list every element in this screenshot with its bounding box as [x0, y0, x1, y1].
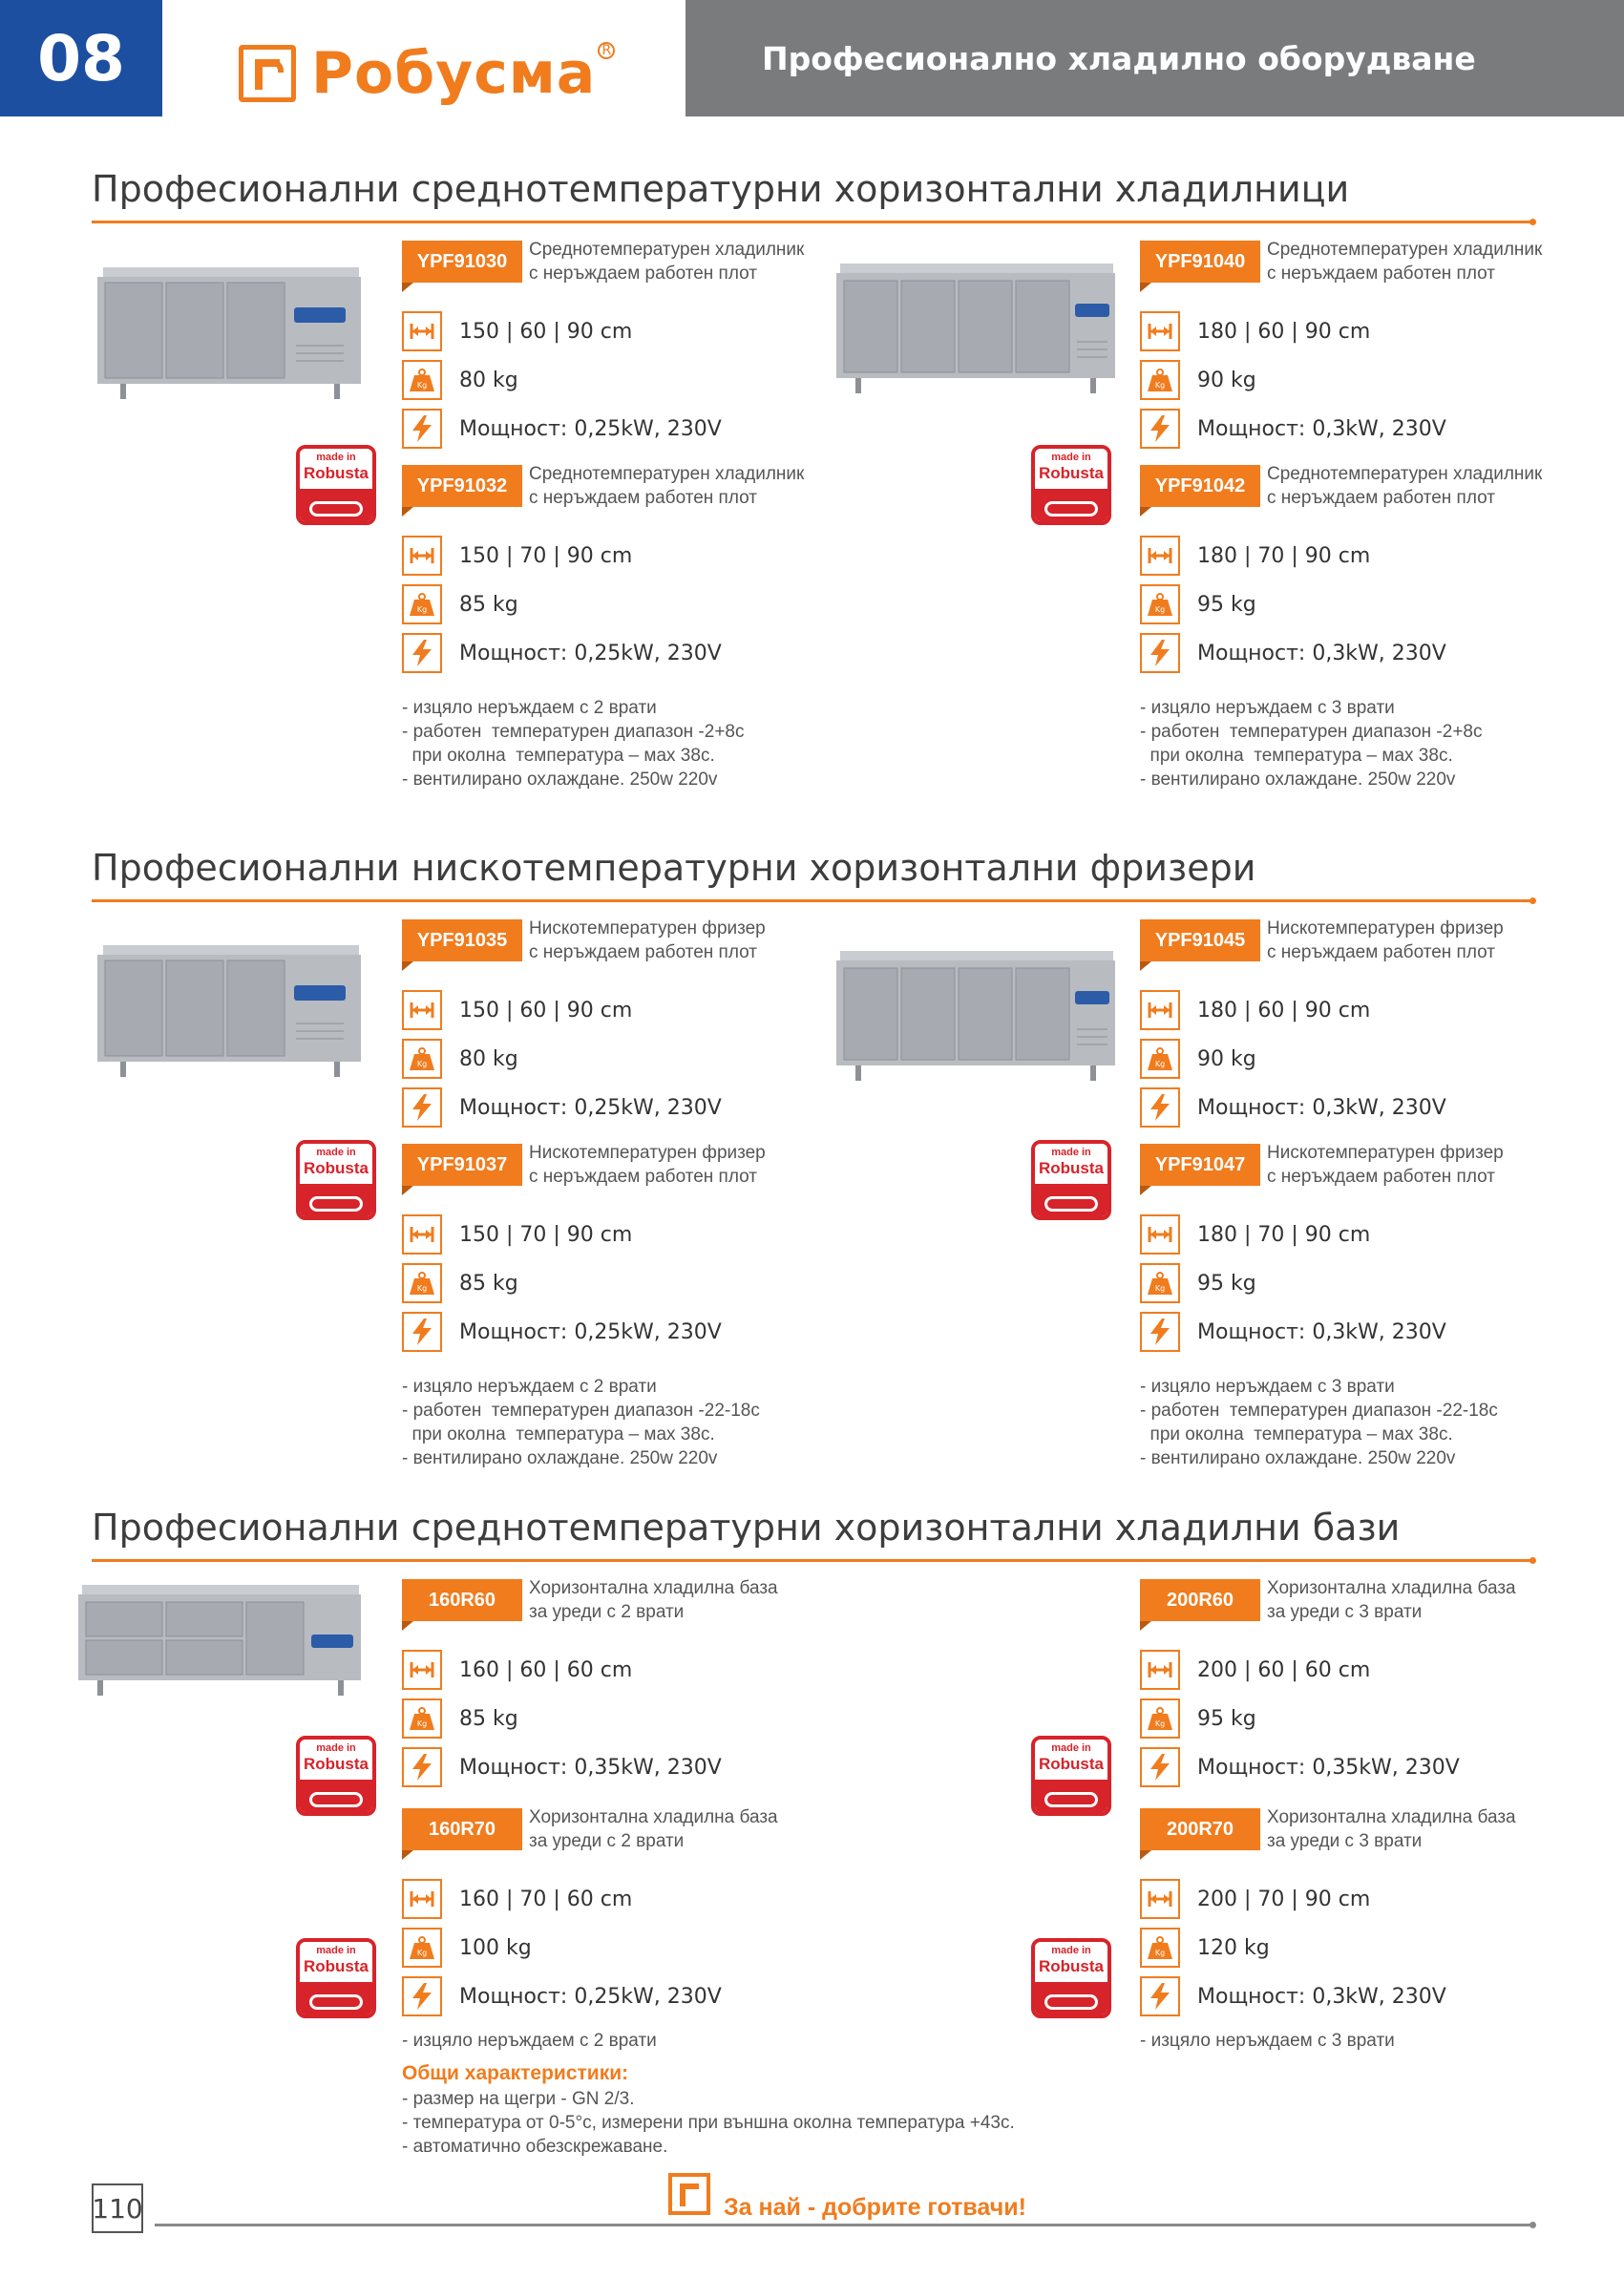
spec-weight — [1140, 1039, 1256, 1079]
product-description-line1: Среднотемпературен хладилник — [529, 464, 805, 484]
power-icon — [1140, 409, 1180, 449]
spec-power — [1140, 1976, 1446, 2016]
made-in-badge — [1031, 1736, 1111, 1816]
product-description-line1: Нискотемпературен фризер — [1267, 918, 1504, 939]
dimensions-icon — [402, 1650, 442, 1690]
footer-logo-icon — [668, 2173, 710, 2215]
product-description-line1: Нискотемпературен фризер — [1267, 1143, 1504, 1163]
product-description — [1267, 462, 1542, 510]
spec-power — [402, 1976, 722, 2016]
footer-divider — [155, 2224, 1533, 2226]
power-icon — [1140, 1087, 1180, 1128]
notes-bases-2door: - изцяло неръждаем с 2 врати — [402, 2031, 657, 2051]
product-code-tag: YPF91030 — [402, 241, 522, 283]
spec-power-value: Мощност: 0,35kW, 230V — [459, 1755, 722, 1780]
spec-power-value: Мощност: 0,3kW, 230V — [1197, 1095, 1446, 1120]
notes-freezers-2door: - изцяло неръждаем с 2 врати - работен температурен диапазон -22-18с при околна температура – мах 38с. - вентилирано охлаждане. 250w 220v — [402, 1377, 760, 1468]
spec-power-value: Мощност: 0,35kW, 230V — [1197, 1755, 1460, 1780]
spec-power-value: Мощност: 0,3kW, 230V — [1197, 416, 1446, 441]
spec-dimensions-value: 200 | 60 | 60 cm — [1197, 1657, 1371, 1682]
product-code-tag: YPF91042 — [1140, 465, 1260, 507]
product-description-line2: с неръждаем работен плот — [1267, 942, 1495, 962]
product-description-line2: за уреди с 3 врати — [1267, 1602, 1423, 1622]
spec-power-value: Мощност: 0,3kW, 230V — [1197, 1319, 1446, 1344]
product-description-line1: Среднотемпературен хладилник — [1267, 464, 1543, 484]
svg-text:Kg: Kg — [416, 1719, 428, 1728]
wrench-icon — [1044, 1792, 1098, 1807]
product-code-tag: 200R70 — [1140, 1808, 1260, 1850]
weight-icon — [1140, 1039, 1180, 1079]
made-in-badge — [1031, 1140, 1111, 1220]
dimensions-icon — [1140, 990, 1180, 1030]
spec-power — [1140, 409, 1446, 449]
badge-made-in: made in — [1051, 1945, 1091, 1956]
section-title-bases: Професионални среднотемпературни хоризонтални хладилни бази — [92, 1507, 1401, 1549]
product-description — [529, 238, 804, 285]
weight-icon — [402, 360, 442, 400]
spec-dimensions-value: 180 | 60 | 90 cm — [1197, 319, 1371, 344]
made-in-badge — [296, 445, 376, 525]
svg-text:Kg: Kg — [1154, 1060, 1166, 1068]
spec-dimensions-value: 150 | 60 | 90 cm — [459, 998, 633, 1023]
product-code-tag: 160R60 — [402, 1579, 522, 1621]
product-code-tag: 160R70 — [402, 1808, 522, 1850]
power-icon — [402, 1747, 442, 1787]
weight-icon — [1140, 1263, 1180, 1303]
section-divider — [92, 221, 1533, 223]
spec-dimensions-value: 160 | 70 | 60 cm — [459, 1887, 633, 1911]
category-title: Професионално хладилно оборудване — [685, 0, 1624, 116]
product-description — [529, 1805, 778, 1853]
spec-dimensions-value: 150 | 70 | 90 cm — [459, 1222, 633, 1247]
dimensions-icon — [402, 990, 442, 1030]
product-code-tag: YPF91037 — [402, 1144, 522, 1186]
weight-icon — [1140, 360, 1180, 400]
product-description-line1: Хоризонтална хладилна база — [529, 1578, 778, 1598]
spec-weight-value: 90 kg — [1197, 368, 1256, 392]
power-icon — [1140, 633, 1180, 673]
spec-weight — [402, 1263, 518, 1303]
power-icon — [402, 409, 442, 449]
svg-text:Kg: Kg — [416, 605, 428, 614]
product-image-freezer-2door — [95, 928, 363, 1109]
spec-power — [402, 1087, 722, 1128]
made-in-badge — [296, 1140, 376, 1220]
badge-brand: Robusta — [1039, 1755, 1104, 1773]
product-image-chef-base — [76, 1581, 363, 1705]
product-image-fridge-2door — [95, 250, 363, 432]
dimensions-icon — [402, 1879, 442, 1919]
spec-dimensions-value: 180 | 70 | 90 cm — [1197, 1222, 1371, 1247]
badge-made-in: made in — [1051, 1742, 1091, 1754]
spec-power-value: Мощност: 0,3kW, 230V — [1197, 641, 1446, 665]
spec-power — [402, 633, 722, 673]
weight-icon — [1140, 1928, 1180, 1968]
spec-dimensions-value: 180 | 60 | 90 cm — [1197, 998, 1371, 1023]
product-description-line2: за уреди с 2 врати — [529, 1602, 685, 1622]
product-code-tag: YPF91047 — [1140, 1144, 1260, 1186]
spec-weight-value: 85 kg — [459, 1706, 518, 1731]
made-in-badge — [296, 1736, 376, 1816]
power-icon — [402, 633, 442, 673]
made-in-badge — [1031, 1938, 1111, 2018]
spec-dimensions — [402, 1879, 632, 1919]
general-characteristics-title: Общи характеристики: — [402, 2062, 629, 2084]
weight-icon — [402, 1928, 442, 1968]
spec-power-value: Мощност: 0,25kW, 230V — [459, 1319, 722, 1344]
dimensions-icon — [1140, 1879, 1180, 1919]
power-icon — [402, 1312, 442, 1352]
product-description — [529, 462, 804, 510]
made-in-badge — [1031, 445, 1111, 525]
spec-power — [1140, 1087, 1446, 1128]
badge-brand: Robusta — [304, 1957, 369, 1975]
svg-text:Kg: Kg — [416, 1284, 428, 1293]
dimensions-icon — [402, 536, 442, 576]
svg-text:Kg: Kg — [416, 1949, 428, 1957]
footer-slogan: За най - добрите готвачи! — [724, 2194, 1026, 2221]
spec-power-value: Мощност: 0,3kW, 230V — [1197, 1984, 1446, 2009]
spec-dimensions — [1140, 311, 1370, 351]
registered-icon: R — [598, 42, 615, 59]
spec-weight — [402, 584, 518, 624]
product-description-line2: с неръждаем работен плот — [1267, 1167, 1495, 1187]
spec-weight — [1140, 584, 1256, 624]
weight-icon — [402, 1263, 442, 1303]
power-icon — [1140, 1976, 1180, 2016]
spec-weight — [402, 360, 518, 400]
product-image-fridge-3door — [834, 250, 1117, 412]
wrench-icon — [309, 1994, 363, 2010]
wrench-icon — [1044, 1196, 1098, 1212]
wrench-icon — [1044, 1994, 1098, 2010]
spec-weight — [1140, 360, 1256, 400]
product-code-tag: YPF91032 — [402, 465, 522, 507]
svg-text:Kg: Kg — [1154, 1719, 1166, 1728]
badge-brand: Robusta — [1039, 464, 1104, 482]
notes-fridges-2door: - изцяло неръждаем с 2 врати - работен температурен диапазон -2+8с при околна температура – мах 38с. - вентилирано охлаждане. 250w 220v — [402, 698, 745, 790]
spec-power — [1140, 1747, 1460, 1787]
product-code-tag: 200R60 — [1140, 1579, 1260, 1621]
product-description-line2: с неръждаем работен плот — [529, 264, 757, 284]
svg-text:Kg: Kg — [416, 1060, 428, 1068]
section-title-fridges: Професионални среднотемпературни хоризонтални хладилници — [92, 168, 1350, 210]
spec-weight-value: 95 kg — [1197, 1706, 1256, 1731]
product-description — [529, 1576, 778, 1624]
badge-brand: Robusta — [304, 1755, 369, 1773]
spec-dimensions — [1140, 990, 1370, 1030]
svg-text:Kg: Kg — [1154, 381, 1166, 390]
svg-text:Kg: Kg — [416, 381, 428, 390]
spec-weight — [402, 1698, 518, 1739]
spec-dimensions — [402, 311, 632, 351]
wrench-icon — [309, 1196, 363, 1212]
spec-dimensions-value: 160 | 60 | 60 cm — [459, 1657, 633, 1682]
spec-dimensions — [1140, 536, 1370, 576]
spec-dimensions-value: 180 | 70 | 90 cm — [1197, 543, 1371, 568]
spec-dimensions-value: 200 | 70 | 90 cm — [1197, 1887, 1371, 1911]
spec-power — [402, 1312, 722, 1352]
weight-icon — [402, 1698, 442, 1739]
spec-dimensions-value: 150 | 70 | 90 cm — [459, 543, 633, 568]
spec-weight — [402, 1928, 532, 1968]
dimensions-icon — [1140, 1650, 1180, 1690]
spec-dimensions — [402, 536, 632, 576]
spec-weight-value: 100 kg — [459, 1935, 532, 1960]
dimensions-icon — [402, 311, 442, 351]
product-description-line1: Нискотемпературен фризер — [529, 918, 766, 939]
power-icon — [1140, 1747, 1180, 1787]
brand-logo — [239, 40, 615, 107]
spec-power — [402, 1747, 722, 1787]
product-description-line2: с неръждаем работен плот — [529, 1167, 757, 1187]
spec-power-value: Мощност: 0,25kW, 230V — [459, 1984, 722, 2009]
spec-dimensions — [1140, 1879, 1370, 1919]
product-description — [1267, 1576, 1516, 1624]
svg-text:Kg: Kg — [1154, 1284, 1166, 1293]
product-description — [1267, 238, 1542, 285]
badge-brand: Robusta — [1039, 1957, 1104, 1975]
spec-weight-value: 120 kg — [1197, 1935, 1270, 1960]
spec-weight-value: 85 kg — [459, 1271, 518, 1296]
badge-made-in: made in — [316, 1742, 356, 1754]
spec-dimensions — [402, 1214, 632, 1255]
dimensions-icon — [1140, 1214, 1180, 1255]
notes-fridges-3door: - изцяло неръждаем с 3 врати - работен температурен диапазон -2+8с при околна температура – мах 38с. - вентилирано охлаждане. 250w 220v — [1140, 698, 1483, 790]
spec-weight-value: 95 kg — [1197, 1271, 1256, 1296]
badge-brand: Robusta — [1039, 1159, 1104, 1177]
spec-dimensions-value: 150 | 60 | 90 cm — [459, 319, 633, 344]
dimensions-icon — [1140, 536, 1180, 576]
weight-icon — [402, 584, 442, 624]
product-description-line1: Хоризонтална хладилна база — [1267, 1807, 1516, 1827]
badge-made-in: made in — [316, 452, 356, 463]
spec-weight — [1140, 1263, 1256, 1303]
spec-weight — [1140, 1698, 1256, 1739]
page-number: 110 — [92, 2183, 143, 2233]
section-divider — [92, 899, 1533, 902]
spec-power-value: Мощност: 0,25kW, 230V — [459, 641, 722, 665]
badge-brand: Robusta — [304, 464, 369, 482]
product-description-line2: с неръждаем работен плот — [529, 942, 757, 962]
spec-dimensions — [1140, 1214, 1370, 1255]
section-title-freezers: Професионални нискотемпературни хоризонтални фризери — [92, 847, 1256, 889]
spec-dimensions — [402, 1650, 632, 1690]
svg-text:Kg: Kg — [1154, 605, 1166, 614]
made-in-badge — [296, 1938, 376, 2018]
product-description-line2: с неръждаем работен плот — [1267, 488, 1495, 508]
spec-weight — [402, 1039, 518, 1079]
product-code-tag: YPF91035 — [402, 919, 522, 961]
product-description — [529, 917, 766, 964]
chapter-number: 08 — [0, 0, 162, 116]
spec-power-value: Мощност: 0,25kW, 230V — [459, 1095, 722, 1120]
badge-made-in: made in — [316, 1945, 356, 1956]
dimensions-icon — [1140, 311, 1180, 351]
power-icon — [402, 1976, 442, 2016]
product-description — [1267, 917, 1504, 964]
logo-mark-icon — [239, 45, 296, 102]
product-code-tag: YPF91045 — [1140, 919, 1260, 961]
power-icon — [402, 1087, 442, 1128]
product-description-line1: Среднотемпературен хладилник — [529, 240, 805, 260]
product-description-line1: Нискотемпературен фризер — [529, 1143, 766, 1163]
spec-power — [1140, 633, 1446, 673]
spec-weight — [1140, 1928, 1270, 1968]
brand-name: Робусма — [311, 40, 597, 107]
section-divider — [92, 1559, 1533, 1562]
spec-power — [1140, 1312, 1446, 1352]
weight-icon — [1140, 1698, 1180, 1739]
product-description — [1267, 1141, 1504, 1189]
dimensions-icon — [402, 1214, 442, 1255]
notes-bases-3door: - изцяло неръждаем с 3 врати — [1140, 2031, 1395, 2051]
product-description — [529, 1141, 766, 1189]
spec-dimensions — [402, 990, 632, 1030]
product-code-tag: YPF91040 — [1140, 241, 1260, 283]
power-icon — [1140, 1312, 1180, 1352]
spec-power — [402, 409, 722, 449]
general-characteristics: - размер на щегри - GN 2/3. - температура от 0-5°с, измерени при външна околна температура +43с. - автоматично обезскрежаване. — [402, 2089, 1015, 2157]
product-description-line2: за уреди с 2 врати — [529, 1831, 685, 1851]
svg-text:Kg: Kg — [1154, 1949, 1166, 1957]
wrench-icon — [309, 1792, 363, 1807]
wrench-icon — [309, 501, 363, 517]
badge-made-in: made in — [1051, 452, 1091, 463]
product-image-freezer-3door — [834, 938, 1117, 1100]
spec-weight-value: 90 kg — [1197, 1046, 1256, 1071]
weight-icon — [1140, 584, 1180, 624]
spec-weight-value: 80 kg — [459, 1046, 518, 1071]
spec-weight-value: 80 kg — [459, 368, 518, 392]
notes-freezers-3door: - изцяло неръждаем с 3 врати - работен температурен диапазон -22-18с при околна температура – мах 38с. - вентилирано охлаждане. 250w 220v — [1140, 1377, 1498, 1468]
product-description-line1: Хоризонтална хладилна база — [1267, 1578, 1516, 1598]
product-description-line1: Хоризонтална хладилна база — [529, 1807, 778, 1827]
product-description-line1: Среднотемпературен хладилник — [1267, 240, 1543, 260]
spec-weight-value: 85 kg — [459, 592, 518, 617]
product-description-line2: с неръждаем работен плот — [1267, 264, 1495, 284]
product-description-line2: за уреди с 3 врати — [1267, 1831, 1423, 1851]
product-description-line2: с неръждаем работен плот — [529, 488, 757, 508]
badge-made-in: made in — [1051, 1147, 1091, 1158]
badge-made-in: made in — [316, 1147, 356, 1158]
spec-power-value: Мощност: 0,25kW, 230V — [459, 416, 722, 441]
product-description — [1267, 1805, 1516, 1853]
weight-icon — [402, 1039, 442, 1079]
wrench-icon — [1044, 501, 1098, 517]
spec-weight-value: 95 kg — [1197, 592, 1256, 617]
badge-brand: Robusta — [304, 1159, 369, 1177]
spec-dimensions — [1140, 1650, 1370, 1690]
